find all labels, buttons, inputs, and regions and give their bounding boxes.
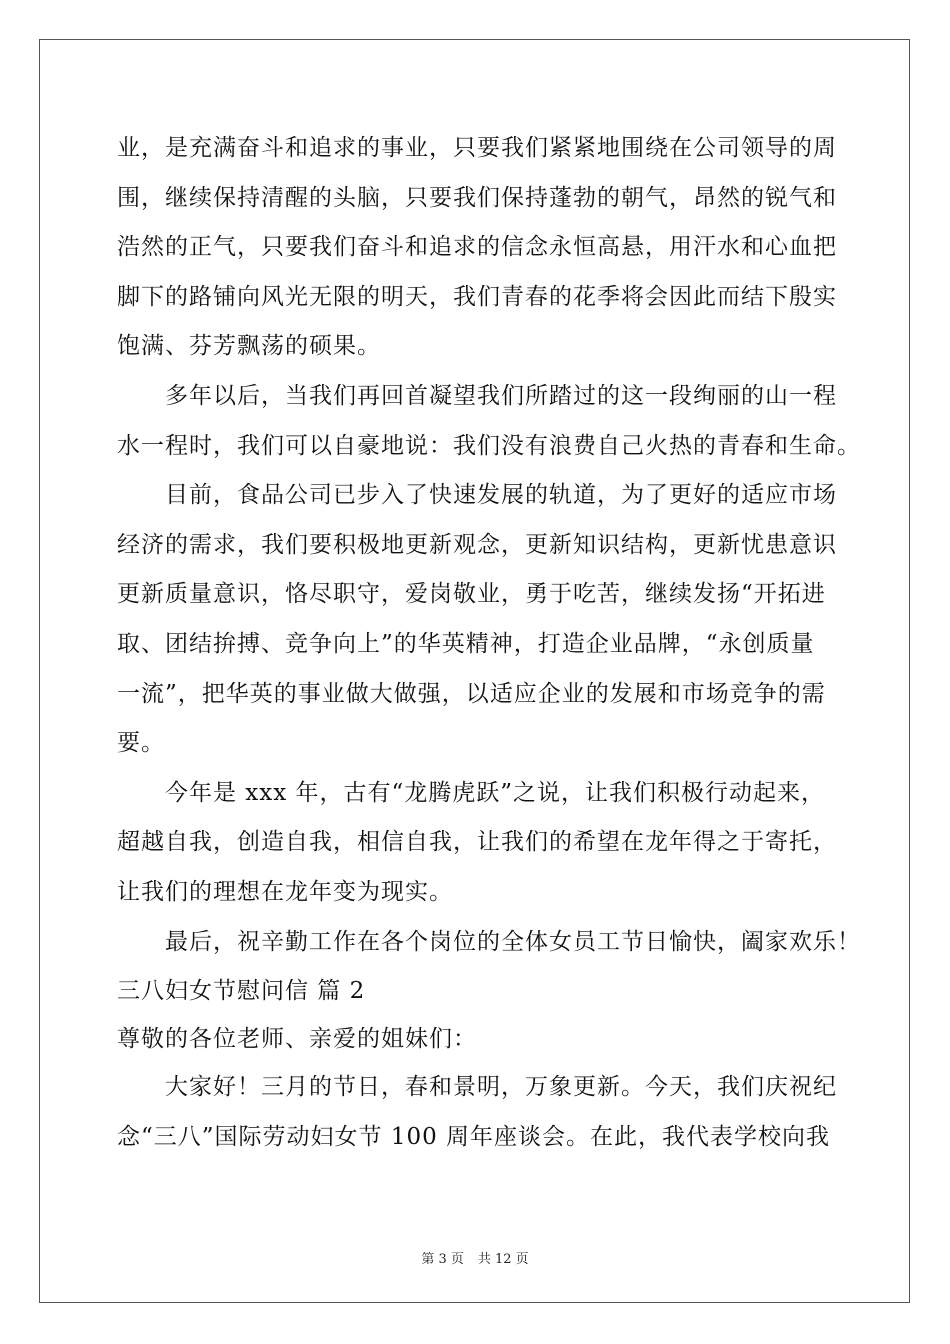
text-line: 要。 xyxy=(117,730,165,757)
text-line: 业，是充满奋斗和追求的事业，只要我们紧紧地围绕在公司领导的周 xyxy=(117,135,837,161)
text-line: 一流”，把华英的事业做大做强，以适应企业的发展和市场竞争的需 xyxy=(117,680,826,707)
text-line: 脚下的路铺向风光无限的明天，我们青春的花季将会因此而结下殷实 xyxy=(117,283,837,310)
text-line: 多年以后，当我们再回首凝望我们所踏过的这一段绚丽的山一程 xyxy=(165,382,837,409)
page-total: 共 12 页 xyxy=(477,1252,529,1267)
text-line: 让我们的理想在龙年变为现实。 xyxy=(117,878,453,905)
text-line: 围，继续保持清醒的头脑，只要我们保持蓬勃的朝气，昂然的锐气和 xyxy=(117,184,837,211)
page-footer xyxy=(0,1248,950,1267)
page-number: 第 3 页 xyxy=(421,1252,464,1267)
document-body xyxy=(117,124,861,1162)
text-line: 经济的需求，我们要积极地更新观念，更新知识结构，更新忧患意识 xyxy=(117,531,837,558)
text-line: 目前，食品公司已步入了快速发展的轨道，为了更好的适应市场 xyxy=(165,482,837,509)
text-line: 大家好！三月的节日，春和景明，万象更新。今天，我们庆祝纪 xyxy=(165,1074,837,1101)
text-line: 最后，祝辛勤工作在各个岗位的全体女员工节日愉快，阖家欢乐！ xyxy=(165,928,861,955)
text-line: 念“三八”国际劳动妇女节 100 周年座谈会。在此，我代表学校向我 xyxy=(117,1123,831,1150)
text-line: 今年是 xxx 年，古有“龙腾虎跃”之说，让我们积极行动起来， xyxy=(165,779,826,806)
text-line: 浩然的正气，只要我们奋斗和追求的信念永恒高悬，用汗水和心血把 xyxy=(117,234,837,261)
text-line: 更新质量意识，恪尽职守，爱岗敬业，勇于吃苦，继续发扬“开拓进 xyxy=(117,581,826,608)
text-line: 超越自我，创造自我，相信自我，让我们的希望在龙年得之于寄托， xyxy=(117,829,837,856)
text-line: 取、团结拚搏、竞争向上”的华英精神，打造企业品牌，“永创质量 xyxy=(117,630,815,657)
section-heading-line: 三八妇女节慰问信 篇 2 xyxy=(117,978,366,1005)
section-heading-line: 尊敬的各位老师、亲爱的姐妹们： xyxy=(117,1026,477,1053)
text-line: 饱满、芬芳飘荡的硕果。 xyxy=(117,333,381,360)
text-line: 水一程时，我们可以自豪地说：我们没有浪费自己火热的青春和生命。 xyxy=(117,432,861,459)
